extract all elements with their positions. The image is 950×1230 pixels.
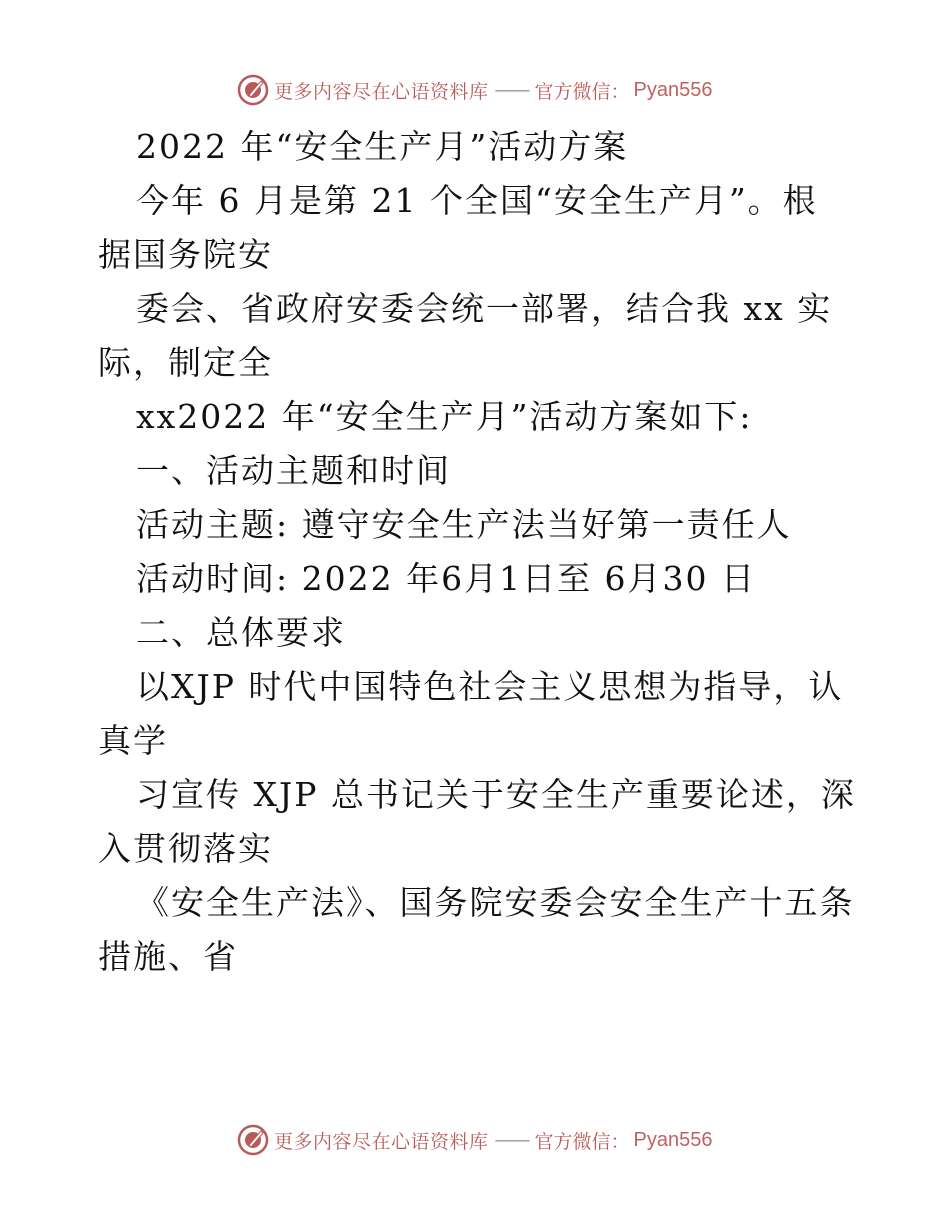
doc-line: 以XJP 时代中国特色社会主义思想为指导，认 (136, 667, 844, 706)
doc-line: 委会、省政府安委会统一部署，结合我 xx 实 (136, 289, 833, 328)
doc-line: 习宣传 XJP 总书记关于安全生产重要论述，深 (136, 775, 856, 814)
doc-line: xx2022 年“安全生产月”活动方案如下: (136, 397, 753, 436)
doc-line: 入贯彻落实 (98, 829, 273, 868)
doc-line: 真学 (98, 721, 168, 760)
doc-line: 际，制定全 (98, 343, 273, 382)
doc-line-title: 2022 年“安全生产月”活动方案 (136, 127, 629, 166)
pen-logo-icon (236, 73, 270, 107)
watermark-separator: —— (494, 1129, 529, 1151)
doc-line: 措施、省 (98, 937, 238, 976)
watermark-separator: —— (494, 79, 529, 101)
header-watermark (236, 72, 713, 108)
document-body (98, 120, 868, 984)
doc-line: 据国务院安 (98, 235, 273, 274)
watermark-wechat-label: 官方微信： (534, 1130, 630, 1153)
doc-section-heading: 一、活动主题和时间 (136, 451, 451, 490)
doc-line: 今年 6 月是第 21 个全国“安全生产月”。根 (136, 181, 818, 220)
doc-line: 《安全生产法》、国务院安委会安全生产十五条 (136, 883, 855, 922)
doc-line: 活动主题: 遵守安全生产法当好第一责任人 (136, 505, 792, 544)
watermark-wechat-id: Pyan556 (633, 1128, 713, 1151)
watermark-wechat-label: 官方微信： (534, 80, 630, 103)
pen-logo-icon (236, 1123, 270, 1157)
watermark-wechat-id: Pyan556 (633, 78, 713, 101)
footer-watermark (236, 1122, 713, 1158)
watermark-text: 更多内容尽在心语资料库 (274, 80, 489, 103)
doc-section-heading: 二、总体要求 (136, 613, 346, 652)
watermark-text: 更多内容尽在心语资料库 (274, 1130, 489, 1153)
doc-line: 活动时间: 2022 年6月1日至 6月30 日 (136, 559, 757, 598)
